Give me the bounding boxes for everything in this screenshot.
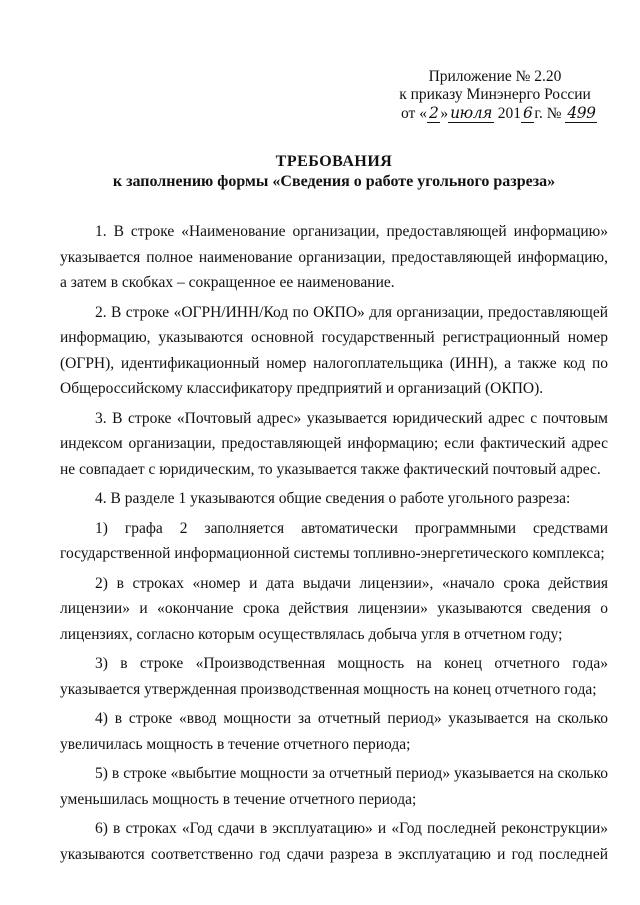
subitem-4: 4) в строке «ввод мощности за отчетный период» указывается на сколько увеличилась мощность в течение отчетного периода; [60, 710, 608, 753]
number-prefix: г. № [534, 105, 566, 122]
annex-header [395, 68, 595, 123]
subitem-6: 6) в строках «Год сдачи в эксплуатацию» и «Год последней реконструкции» указываются соответственно год сдачи разреза в эксплуатацию и год последней [60, 820, 608, 863]
paragraph-1: 1. В строке «Наименование организации, предоставляющей информацию» указывается полное наименование организации, предоставляющей информацию, а затем в скобках – сокращенное ее наименование. [60, 223, 608, 291]
annex-order-date-number [395, 104, 595, 123]
subitem-3: 3) в строке «Производственная мощность на конец отчетного года» указывается утвержденная производственная мощность на конец отчетного года; [60, 655, 608, 698]
handwritten-year-digit: 6 [522, 104, 533, 122]
subitem-5: 5) в строке «выбытие мощности за отчетный период» указывается на сколько уменьшилась мощность в течение отчетного периода; [60, 765, 608, 808]
paragraph-2: 2. В строке «ОГРН/ИНН/Код по ОКПО» для организации, предоставляющей информацию, указываются основной государственный регистрационный номер (ОГРН), идентификационный номер налогоплательщика (ИНН), а также код по Общероссийскому классификатору предприятий и организаций (ОКПО). [60, 303, 608, 397]
handwritten-order-number: 499 [567, 104, 596, 122]
paragraph-3: 3. В строке «Почтовый адрес» указывается юридический адрес с почтовым индексом организации, предоставляющей информацию; если фактический адрес не совпадает с юридическим, то указывается также фактический почтовый адрес. [60, 409, 608, 478]
date-quote-close: » [440, 105, 449, 122]
paragraph-4: 4. В разделе 1 указываются общие сведения о работе угольного разреза: [95, 490, 571, 507]
year-prefix: 201 [493, 105, 521, 122]
handwritten-day: 2 [428, 104, 439, 122]
document-body [60, 219, 608, 871]
annex-title: Приложение № 2.20 [428, 68, 562, 85]
annex-order-reference: к приказу Минэнерго России [399, 86, 591, 103]
document-title: ТРЕБОВАНИЯ [275, 153, 393, 170]
document-subtitle: к заполнению формы «Сведения о работе угольного разреза» [112, 173, 556, 190]
handwritten-month: июля [450, 104, 492, 122]
date-prefix: от « [401, 105, 427, 122]
subitem-2: 2) в строках «номер и дата выдачи лицензии», «начало срока действия лицензии» и «окончание срока действия лицензии» указываются сведения о лицензиях, согласно которым осуществлялась добыча угля в отчетном году; [60, 574, 608, 643]
subitem-1: 1) графа 2 заполняется автоматически программными средствами государственной информационной системы топливно-энергетического комплекса; [60, 519, 608, 562]
